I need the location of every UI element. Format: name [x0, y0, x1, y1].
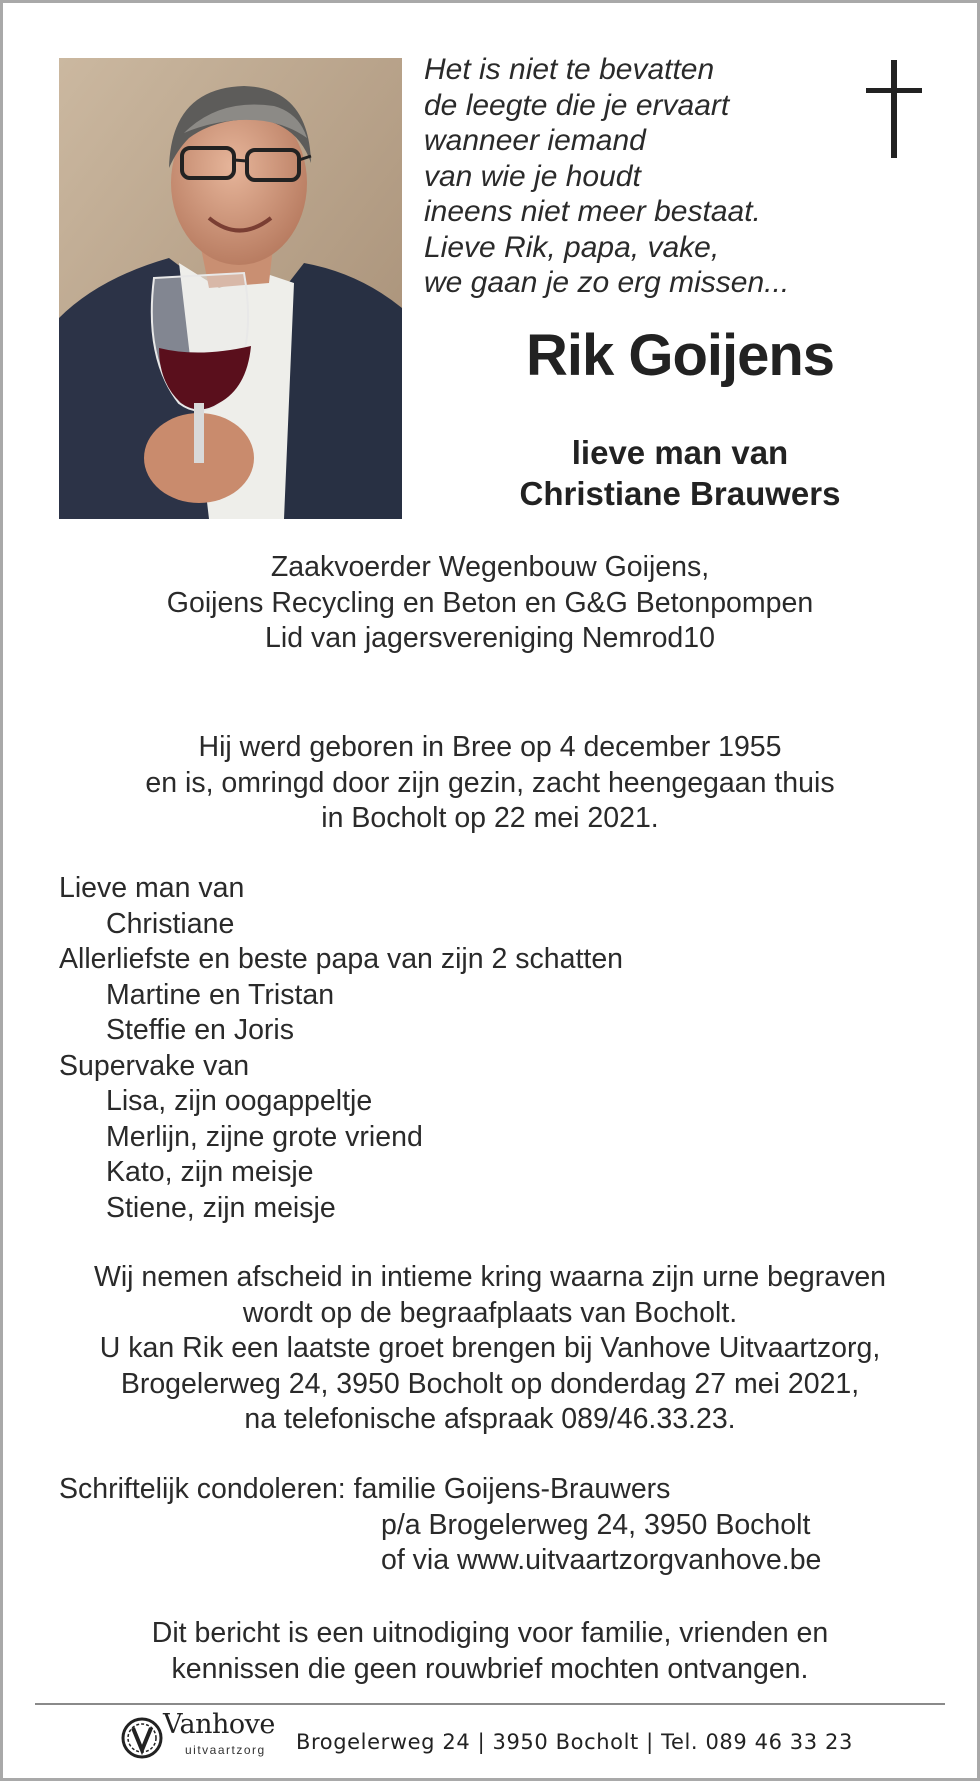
birth-death-block: [30, 730, 950, 837]
footer-contact: Brogelerweg 24 | 3950 Bocholt | Tel. 089 46 33 23: [296, 1730, 853, 1754]
family-member: Stiene, zijn meisje: [106, 1191, 336, 1224]
condolence-website: of via www.uitvaartzorgvanhove.be: [381, 1544, 822, 1576]
condolence-line: Schriftelijk condoleren: familie Goijens-Brauwers: [59, 1473, 671, 1505]
poem-line: ineens niet meer bestaat.: [424, 195, 761, 228]
footer-divider: [35, 1703, 945, 1705]
spouse-line: lieve man van: [571, 434, 789, 471]
condolence-block: [59, 1472, 959, 1579]
farewell-line: na telefonische afspraak 089/46.33.23.: [244, 1403, 736, 1435]
occupation-line: Lid van jagersvereniging Nemrod10: [265, 622, 715, 654]
farewell-line: U kan Rik een laatste groet brengen bij Vanhove Uitvaartzorg,: [99, 1332, 881, 1364]
poem-line: we gaan je zo erg missen...: [424, 266, 790, 299]
spouse-name: Christiane Brauwers: [519, 475, 841, 512]
birth-death-line: en is, omringd door zijn gezin, zacht heengegaan thuis: [145, 766, 835, 799]
poem-line: wanneer iemand: [424, 124, 646, 157]
footer-brand-sub: uitvaartzorg: [185, 1743, 266, 1757]
family-heading: Lieve man van: [59, 872, 245, 904]
poem-line: van wie je houdt: [424, 159, 641, 193]
poem-line: de leegte die je ervaart: [424, 88, 730, 122]
occupation-block: [30, 550, 950, 657]
portrait-photo: [59, 58, 402, 519]
family-heading: Allerliefste en beste papa van zijn 2 schatten: [59, 943, 624, 975]
invitation-line: Dit bericht is een uitnodiging voor familie, vrienden en: [151, 1617, 829, 1649]
family-member: Kato, zijn meisje: [106, 1156, 314, 1188]
invitation-block: [30, 1616, 950, 1687]
cross-icon: [866, 60, 922, 160]
poem-line: Het is niet te bevatten: [424, 53, 715, 86]
family-member: Christiane: [106, 907, 235, 940]
spouse-block: [420, 432, 940, 514]
condolence-address: p/a Brogelerweg 24, 3950 Bocholt: [381, 1508, 811, 1541]
poem: [424, 52, 844, 301]
family-member: Steffie en Joris: [106, 1014, 294, 1046]
occupation-line: Zaakvoerder Wegenbouw Goijens,: [270, 551, 710, 583]
farewell-line: Brogelerweg 24, 3950 Bocholt op donderdag 27 mei 2021,: [120, 1367, 860, 1400]
farewell-line: Wij nemen afscheid in intieme kring waarna zijn urne begraven: [93, 1261, 887, 1293]
birth-death-line: Hij werd geboren in Bree op 4 december 1955: [198, 731, 782, 763]
occupation-line: Goijens Recycling en Beton en G&G Betonpompen: [166, 586, 814, 619]
invitation-line: kennissen die geen rouwbrief mochten ontvangen.: [171, 1652, 809, 1685]
birth-death-line: in Bocholt op 22 mei 2021.: [321, 802, 659, 834]
family-member: Lisa, zijn oogappeltje: [106, 1085, 373, 1117]
family-heading: Supervake van: [59, 1049, 250, 1082]
family-member: Martine en Tristan: [106, 978, 335, 1011]
farewell-block: [30, 1260, 950, 1438]
family-list: [59, 871, 939, 1226]
farewell-line: wordt op de begraafplaats van Bocholt.: [242, 1296, 738, 1329]
poem-line: Lieve Rik, papa, vake,: [424, 230, 720, 264]
deceased-name: Rik Goijens: [525, 323, 835, 388]
family-member: Merlijn, zijne grote vriend: [106, 1120, 423, 1153]
footer-brand: Vanhove: [163, 1709, 275, 1740]
